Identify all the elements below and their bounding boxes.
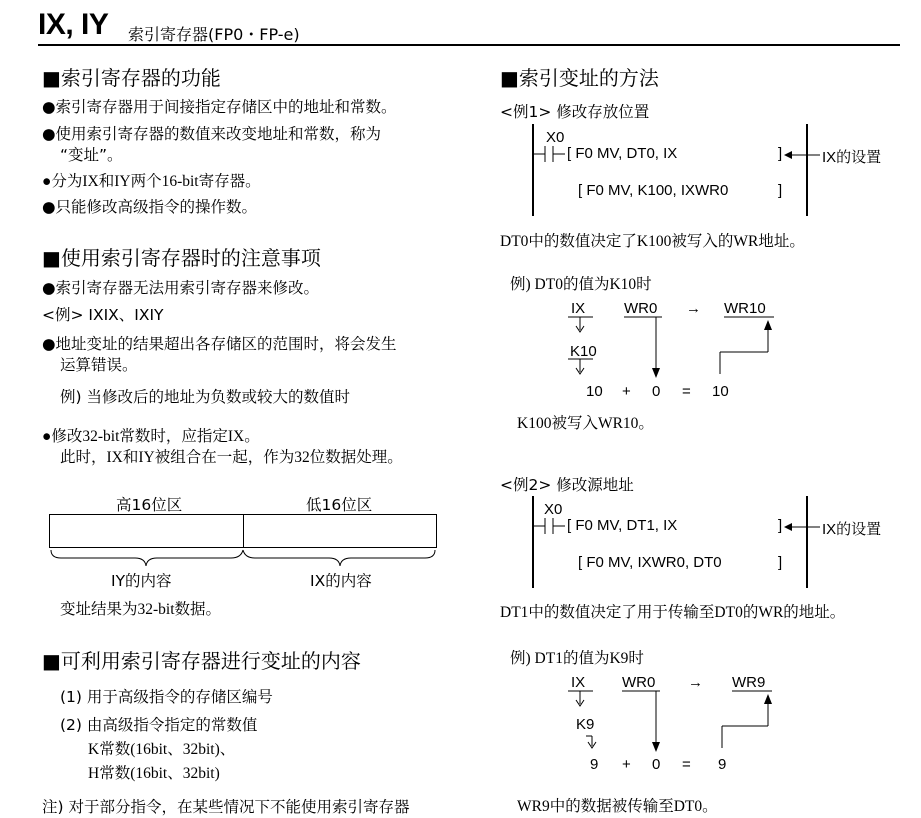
- low-16-label: 低16位区: [306, 496, 373, 514]
- example-1-desc: DT0中的数值决定了K100被写入的WR地址。: [500, 233, 805, 250]
- wr0-label: WR0: [624, 300, 658, 317]
- list-item-continuation: 此时，IX和IY被组合在一起，作为32位数据处理。: [60, 449, 403, 466]
- list-item: (1) 用于高级指令的存储区编号: [60, 688, 273, 706]
- bracket-end: ]: [778, 182, 783, 199]
- ix-label: IX: [571, 300, 586, 317]
- section-title-function: ■索引寄存器的功能: [42, 66, 221, 90]
- eq-plus: +: [622, 383, 631, 400]
- list-item-continuation: “变址”。: [60, 146, 123, 164]
- page-title: IX, IY: [38, 8, 109, 41]
- section-title-targets: ■可利用索引寄存器进行变址的内容: [42, 649, 361, 673]
- example-1-case: 例) DT0的值为K10时: [510, 276, 652, 293]
- example-2-result: WR9中的数据被传输至DT0。: [517, 798, 718, 815]
- register-divider: [243, 515, 244, 547]
- header-rule: [38, 44, 900, 46]
- list-item: K常数(16bit、32bit)、: [88, 741, 236, 758]
- ix-setting-label: IX的设置: [822, 149, 882, 166]
- example-1-result: K100被写入WR10。: [517, 415, 654, 432]
- ladder-right-rail: [806, 496, 808, 588]
- register-box: [49, 514, 437, 548]
- k10-label: K10: [570, 343, 597, 360]
- eq-operand-b: 0: [652, 756, 661, 773]
- list-item: ●只能修改高级指令的操作数。: [42, 198, 258, 216]
- note-text: 注) 对于部分指令，在某些情况下不能使用索引寄存器: [42, 798, 410, 816]
- list-item: ●地址变址的结果超出各存储区的范围时，将会发生: [42, 335, 397, 353]
- wr0-label: WR0: [622, 674, 656, 691]
- contact-label: X0: [544, 501, 563, 518]
- eq-result: 9: [718, 756, 727, 773]
- eq-equals: =: [682, 756, 691, 773]
- example-1-label: <例1> 修改存放位置: [500, 103, 650, 121]
- list-item: (2) 由高级指令指定的常数值: [60, 716, 258, 734]
- section-title-method: ■索引变址的方法: [500, 66, 659, 90]
- bracket-end: ]: [778, 517, 783, 534]
- list-item: ●索引寄存器用于间接指定存储区中的地址和常数。: [42, 98, 397, 116]
- ladder-right-rail: [806, 124, 808, 216]
- arrow-right-text: →: [686, 300, 701, 317]
- list-item: ●索引寄存器无法用索引寄存器来修改。: [42, 279, 320, 297]
- example-label: <例> IXIX、IXIY: [42, 306, 164, 324]
- ix-label: IX: [571, 674, 586, 691]
- ladder-left-rail: [532, 124, 534, 216]
- eq-operand-b: 0: [652, 383, 661, 400]
- eq-operand-a: 10: [586, 383, 603, 400]
- eq-operand-a: 9: [590, 756, 599, 773]
- list-item: ●分为IX和IY两个16-bit寄存器。: [42, 173, 261, 190]
- k9-label: K9: [576, 716, 595, 733]
- example-2-arrows: [560, 690, 790, 760]
- list-item-continuation: 运算错误。: [60, 356, 138, 374]
- iy-content-label: IY的内容: [111, 572, 172, 590]
- eq-equals: =: [682, 383, 691, 400]
- list-item: ●使用索引寄存器的数值来改变地址和常数，称为: [42, 125, 382, 143]
- list-item: H常数(16bit、32bit): [88, 765, 220, 782]
- example-2-label: <例2> 修改源地址: [500, 476, 634, 494]
- brace-diagram: [49, 548, 437, 570]
- example-1-arrows: [560, 316, 790, 386]
- eq-result: 10: [712, 383, 729, 400]
- ix-content-label: IX的内容: [310, 572, 372, 590]
- list-item: ●修改32-bit常数时，应指定IX。: [42, 428, 260, 445]
- bracket-end: ]: [778, 554, 783, 571]
- wr9-label: WR9: [732, 674, 766, 691]
- eq-plus: +: [622, 756, 631, 773]
- arrow-left-icon: [782, 147, 822, 163]
- bracket-end: ]: [778, 145, 783, 162]
- section-title-notes: ■使用索引寄存器时的注意事项: [42, 246, 321, 270]
- example-2-desc: DT1中的数值决定了用于传输至DT0的WR的地址。: [500, 604, 846, 621]
- ix-setting-label: IX的设置: [822, 521, 882, 538]
- instruction-row-2: [ F0 MV, K100, IXWR0: [578, 182, 729, 199]
- instruction-row-1: [ F0 MV, DT0, IX: [567, 145, 678, 162]
- instruction-row-1: [ F0 MV, DT1, IX: [567, 517, 678, 534]
- ladder-left-rail: [532, 496, 534, 588]
- instruction-row-2: [ F0 MV, IXWR0, DT0: [578, 554, 722, 571]
- arrow-right-text: →: [688, 674, 703, 691]
- page-subtitle: 索引寄存器(FP0・FP-e): [128, 25, 300, 44]
- diagram-note: 变址结果为32-bit数据。: [60, 601, 222, 618]
- example-2-case: 例) DT1的值为K9时: [510, 650, 644, 667]
- high-16-label: 高16位区: [116, 496, 183, 514]
- wr10-label: WR10: [724, 300, 766, 317]
- contact-label: X0: [546, 129, 565, 146]
- arrow-left-icon: [782, 519, 822, 535]
- example-text: 例) 当修改后的地址为负数或较大的数值时: [60, 388, 350, 406]
